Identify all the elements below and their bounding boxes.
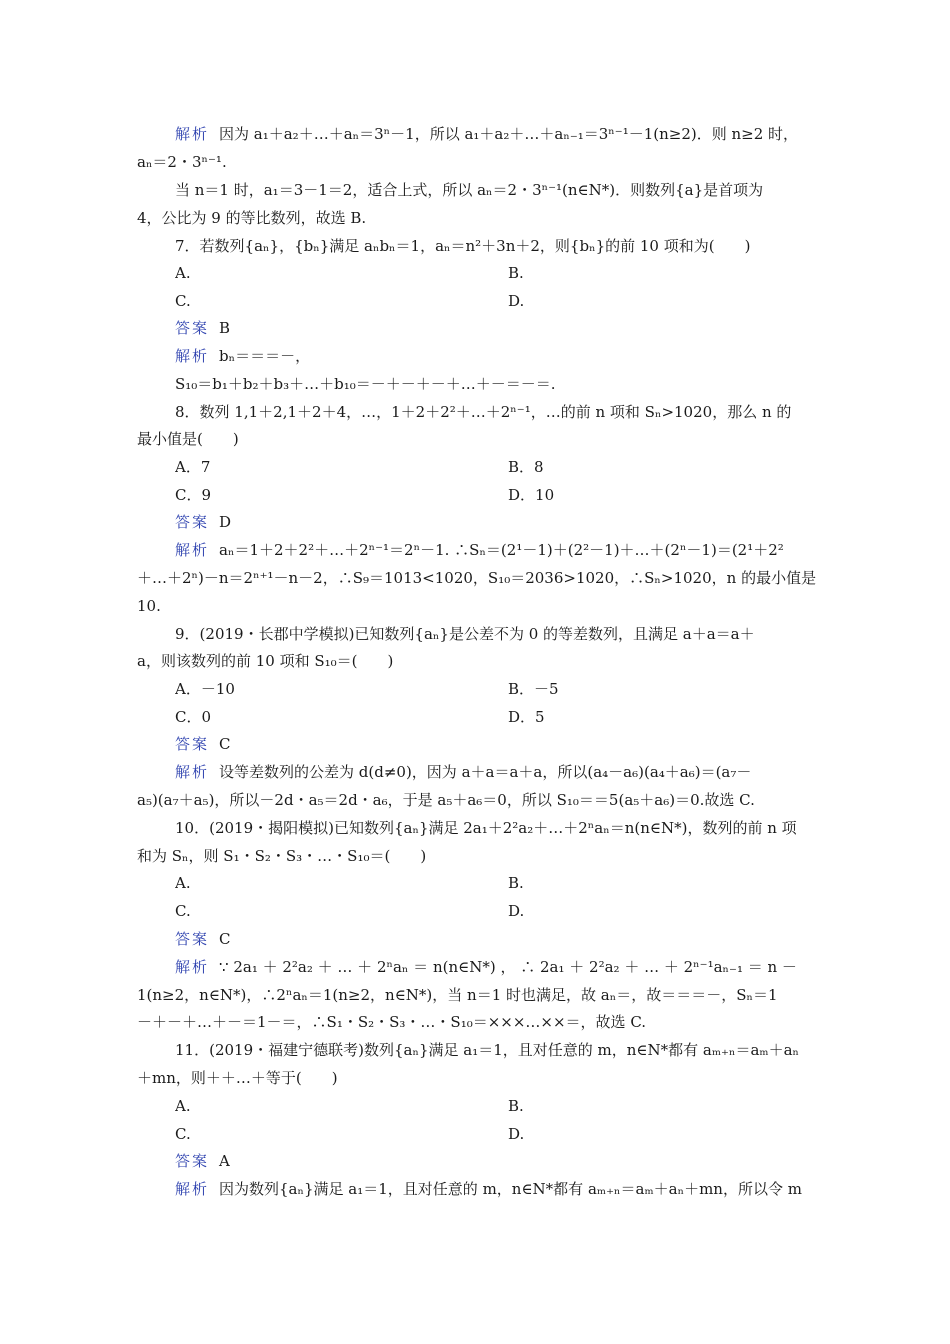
text-line: ＋mn，则＋＋…＋等于( ) [137,1069,338,1087]
analysis-label: 解析 [175,763,210,781]
text-line: 1(n≥2，n∈N*)，∴2ⁿaₙ＝1(n≥2，n∈N*)，当 n＝1 时也满足，故 aₙ＝，故＝＝＝－，Sₙ＝1 [137,986,778,1004]
answer-label: 答案 [175,930,210,948]
analysis-line: 解析 因为数列{aₙ}满足 a₁＝1，且对任意的 m，n∈N*都有 aₘ₊ₙ＝aₘ＋aₙ＋mn，所以令 m [175,1180,802,1198]
option-b: B．－5 [508,680,559,698]
text-line: aₙ＝2・3ⁿ⁻¹. [137,153,227,171]
option-b: B. [508,874,524,892]
analysis-label: 解析 [175,125,210,143]
question-11-stem: 11．(2019・福建宁德联考)数列{aₙ}满足 a₁＝1，且对任意的 m，n∈N*都有 aₘ₊ₙ＝aₘ＋aₙ [175,1041,800,1059]
option-c: C. [175,1125,191,1143]
question-8-stem: 8．数列 1,1＋2,1＋2＋4，…，1＋2＋2²＋…＋2ⁿ⁻¹，…的前 n 项和 Sₙ>1020，那么 n 的 [175,403,792,421]
answer-line: 答案 C [175,930,231,948]
answer-line: 答案 A [175,1152,230,1170]
option-d: D．10 [508,486,555,504]
analysis-line: 解析 设等差数列的公差为 d(d≠0)，因为 a＋a＝a＋a，所以(a₄－a₆)(a₄＋a₆)＝(a₇－ [175,763,752,781]
option-d: D．5 [508,708,545,726]
answer-line: 答案 D [175,513,232,531]
option-c: C．9 [175,486,212,504]
answer-label: 答案 [175,1152,210,1170]
analysis-line: 解析 bₙ＝＝＝－， [175,347,311,365]
option-a: A．－10 [175,680,235,698]
text-line: S₁₀＝b₁＋b₂＋b₃＋…＋b₁₀＝－＋－＋－＋…＋－＝－＝. [175,375,556,393]
option-d: D. [508,1125,525,1143]
text-line: ＋…＋2ⁿ)－n＝2ⁿ⁺¹－n－2，∴S₉＝1013<1020，S₁₀＝2036>1020，∴Sₙ>1020，n 的最小值是 [137,569,817,587]
question-10-stem: 10．(2019・揭阳模拟)已知数列{aₙ}满足 2a₁＋2²a₂＋…＋2ⁿaₙ＝n(n∈N*)，数列的前 n 项 [175,819,797,837]
option-c: C. [175,292,191,310]
option-d: D. [508,292,525,310]
answer-label: 答案 [175,513,210,531]
analysis-line: 解析 ∵ 2a₁ ＋ 2²a₂ ＋ … ＋ 2ⁿaₙ ＝ n(n∈N*) ， ∴ 2a₁ ＋ 2²a₂ ＋ … ＋ 2ⁿ⁻¹aₙ₋₁ ＝ n － [175,958,797,976]
answer-label: 答案 [175,735,210,753]
answer-label: 答案 [175,319,210,337]
text-line: a₅)(a₇＋a₅)，所以－2d・a₅＝2d・a₆，于是 a₅＋a₆＝0，所以 S₁₀＝＝5(a₅＋a₆)＝0.故选 C. [137,791,755,809]
question-7-stem: 7．若数列{aₙ}，{bₙ}满足 aₙbₙ＝1，aₙ＝n²＋3n＋2，则{bₙ}的前 10 项和为( ) [175,237,751,255]
question-9-stem: 9．(2019・长郡中学模拟)已知数列{aₙ}是公差不为 0 的等差数列，且满足 a＋a＝a＋ [175,625,755,643]
analysis-label: 解析 [175,1180,210,1198]
analysis-line: 解析 aₙ＝1＋2＋2²＋…＋2ⁿ⁻¹＝2ⁿ－1. ∴Sₙ＝(2¹－1)＋(2²－1)＋…＋(2ⁿ－1)＝(2¹＋2² [175,541,784,559]
answer-line: 答案 C [175,735,231,753]
text-line: －＋－＋…＋－＝1－＝，∴S₁・S₂・S₃・…・S₁₀＝×××…××＝，故选 C. [137,1013,647,1031]
text-line: 4，公比为 9 的等比数列，故选 B. [137,209,367,227]
option-d: D. [508,902,525,920]
analysis-line: 解析 因为 a₁＋a₂＋…＋aₙ＝3ⁿ－1，所以 a₁＋a₂＋…＋aₙ₋₁＝3ⁿ⁻¹－1(n≥2)．则 n≥2 时， [175,125,799,143]
option-a: A. [175,1097,191,1115]
option-b: B. [508,1097,524,1115]
answer-line: 答案 B [175,319,231,337]
text-line: 10. [137,597,161,615]
option-a: A．7 [175,458,211,476]
option-b: B．8 [508,458,544,476]
text-line: 当 n＝1 时，a₁＝3－1＝2，适合上式，所以 aₙ＝2・3ⁿ⁻¹(n∈N*)．则数列{a}是首项为 [175,181,764,199]
option-a: A. [175,874,191,892]
text-line: 最小值是( ) [137,430,239,448]
text-line: 和为 Sₙ，则 S₁・S₂・S₃・…・S₁₀＝( ) [137,847,427,865]
text-line: a，则该数列的前 10 项和 S₁₀＝( ) [137,652,394,670]
analysis-label: 解析 [175,958,210,976]
analysis-label: 解析 [175,347,210,365]
option-b: B. [508,264,524,282]
option-c: C．0 [175,708,212,726]
analysis-label: 解析 [175,541,210,559]
option-c: C. [175,902,191,920]
option-a: A. [175,264,191,282]
